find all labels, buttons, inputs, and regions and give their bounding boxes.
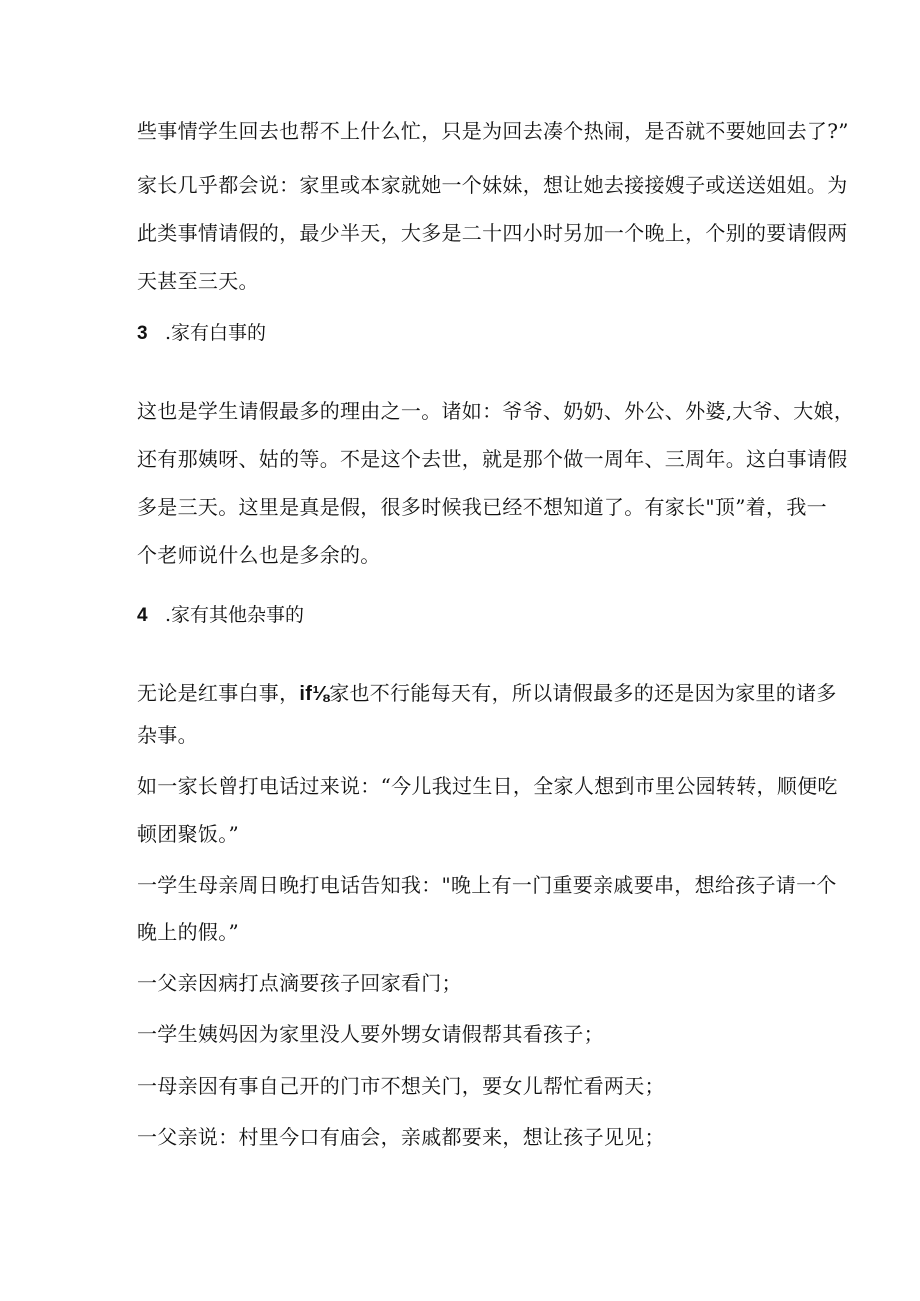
section-heading-4 (137, 602, 304, 629)
list-item: 一学生姨妈因为家里没人要外甥女请假帮其看孩子； (137, 1022, 604, 1046)
example-2-line-1: 一学生母亲周日晚打电话告知我："晚上有一门重要亲戚要串，想给孩子请一个 (137, 873, 837, 897)
example-2-line-2: 晚上的假。” (137, 920, 240, 944)
paragraph-3-text-post: 家也不行能每天有，所以请假最多的还是因为家里的诸多 (329, 681, 837, 705)
section-title: .家有其他杂事的 (165, 604, 305, 626)
paragraph-3-line-2: 杂事。 (137, 723, 198, 747)
paragraph-2-line-2: 还有那姨呀、姑的等。不是这个去世，就是那个做一周年、三周年。这白事请假 (137, 447, 848, 471)
list-item: 一父亲说：村里今口有庙会，亲戚都要来，想让孩子见见； (137, 1125, 665, 1149)
paragraph-2-line-4: 个老师说什么也是多余的。 (137, 543, 381, 567)
paragraph-1-line-4: 天甚至三天。 (137, 269, 259, 293)
section-number: 4 (137, 605, 148, 626)
list-item: 一母亲因有事自己开的门市不想关门，要女儿帮忙看两天； (137, 1074, 665, 1098)
example-1-line-2: 顿团聚饭。” (137, 822, 240, 846)
paragraph-1-line-3: 此类事情请假的，最少半天，大多是二十四小时另加一个晚上，个别的要请假两 (137, 221, 848, 245)
section-heading-3 (137, 320, 266, 347)
paragraph-3-line-1 (137, 680, 837, 707)
paragraph-3-text-bold: if⅛ (299, 683, 330, 705)
example-1-line-1: 如一家长曾打电话过来说：“今儿我过生日，全家人想到市里公园转转，顺便吃 (137, 774, 838, 798)
paragraph-2-line-3: 多是三天。这里是真是假，很多时候我已经不想知道了。有家长"顶”着，我一 (137, 495, 827, 519)
paragraph-3-text-pre: 无论是红事白事， (137, 681, 300, 705)
section-title: .家有白事的 (165, 322, 267, 344)
section-number: 3 (137, 323, 148, 344)
paragraph-1-line-1: 些事情学生回去也帮不上什么忙，只是为回去凑个热闹，是否就不要她回去了?” (137, 119, 849, 143)
list-item: 一父亲因病打点滴要孩子回家看门； (137, 971, 462, 995)
paragraph-2-line-1: 这也是学生请假最多的理由之一。诸如：爷爷、奶奶、外公、外婆,大爷、大娘， (137, 399, 855, 423)
paragraph-1-line-2: 家长几乎都会说：家里或本家就她一个妹妹，想让她去接接嫂子或送送姐姐。为 (137, 173, 848, 197)
